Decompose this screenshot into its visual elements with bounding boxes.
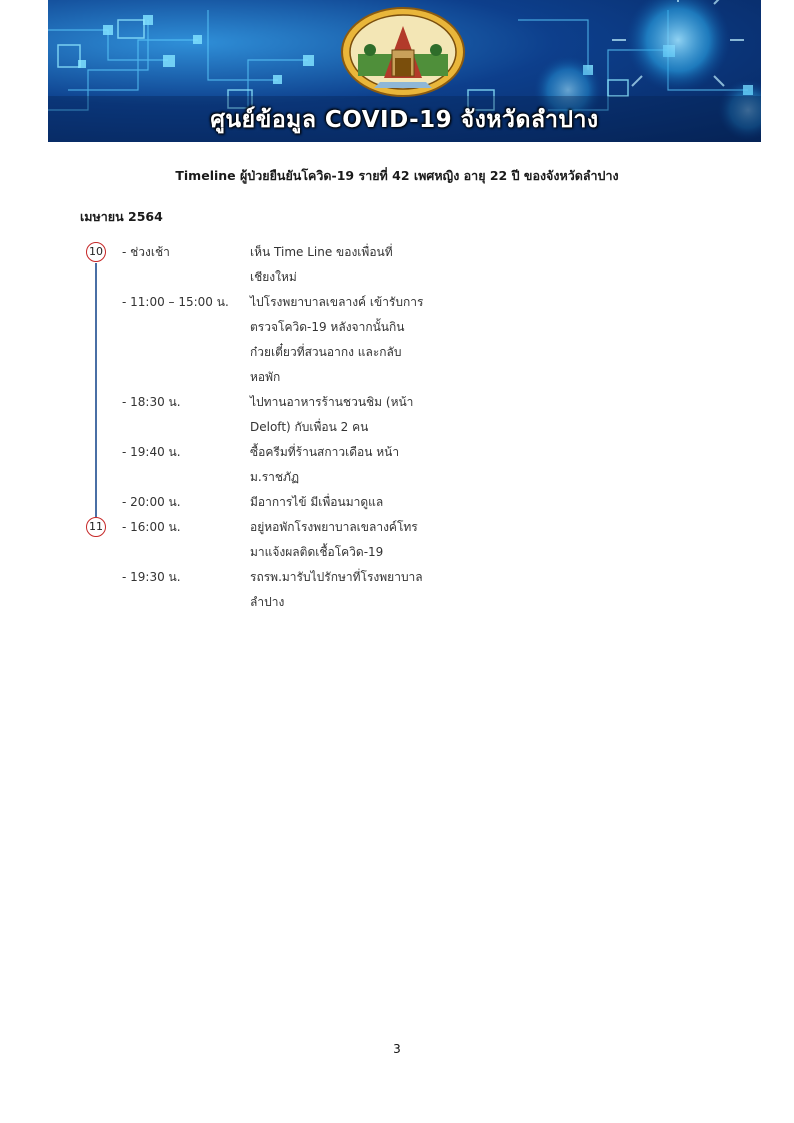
entry-time: - 19:40 น. [122, 445, 181, 459]
entry-description-line: ก๋วยเตี๋ยวที่สวนอากง และกลับ [250, 345, 402, 359]
entry-description-line: มาแจ้งผลติดเชื้อโควิด-19 [250, 545, 384, 559]
entry-description-line: ซื้อครีมที่ร้านสกาวเดือน หน้า [250, 445, 400, 459]
banner-title: ศูนย์ข้อมูล COVID-19 จังหวัดลำปาง [210, 107, 599, 133]
entry-time: - ช่วงเช้า [122, 245, 170, 259]
entry-description-line: เห็น Time Line ของเพื่อนที่ [250, 245, 393, 259]
entry-description-line: เชียงใหม่ [250, 270, 297, 284]
entry-description-line: ไปโรงพยาบาลเขลางค์ เข้ารับการ [250, 295, 424, 309]
entry-description-line: ตรวจโควิด-19 หลังจากนั้นกิน [250, 320, 405, 334]
lampang-province-seal-icon [340, 6, 466, 98]
entry-time: - 18:30 น. [122, 395, 181, 409]
entry-description-line: มีอาการไข้ มีเพื่อนมาดูแล [250, 495, 384, 509]
entry-time: - 11:00 – 15:00 น. [122, 295, 229, 309]
document-title: Timeline ผู้ป่วยยืนยันโควิด-19 รายที่ 42 เพศหญิง อายุ 22 ปี ของจังหวัดลำปาง [175, 168, 619, 183]
entry-time: - 20:00 น. [122, 495, 181, 509]
entry-description-line: อยู่หอพักโรงพยาบาลเขลางค์โทร [250, 520, 418, 534]
timeline-connector-line [95, 263, 97, 517]
entry-description-line: ลำปาง [250, 595, 285, 609]
entry-description-line: หอพัก [250, 370, 281, 384]
day-marker: 10 [86, 242, 106, 262]
entry-time: - 16:00 น. [122, 520, 181, 534]
month-heading: เมษายน 2564 [80, 209, 163, 224]
day-marker: 11 [86, 517, 106, 537]
entry-description-line: Deloft) กับเพื่อน 2 คน [250, 420, 369, 434]
entry-time: - 19:30 น. [122, 570, 181, 584]
entry-description-line: ไปทานอาหารร้านชวนชิม (หน้า [250, 395, 414, 409]
page-number: 3 [393, 1042, 401, 1056]
header-banner [48, 0, 761, 142]
entry-description-line: ม.ราชภัฏ [250, 470, 300, 484]
entry-description-line: รถรพ.มารับไปรักษาที่โรงพยาบาล [250, 570, 423, 584]
